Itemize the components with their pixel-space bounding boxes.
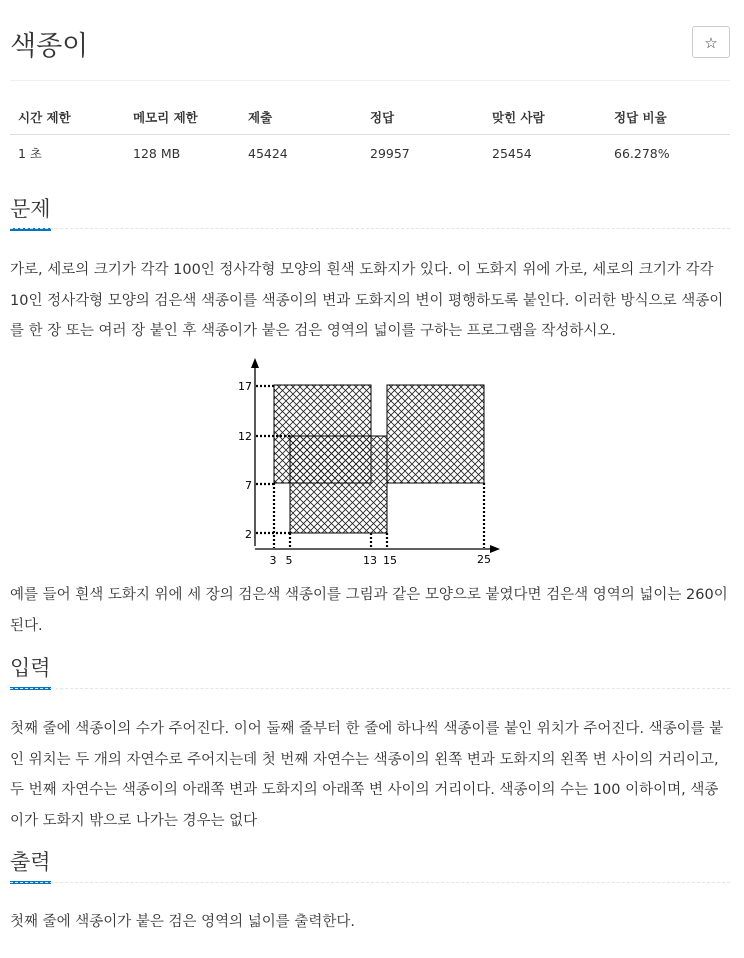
output-heading: 출력 <box>10 846 51 884</box>
x-tick-25: 25 <box>477 553 491 566</box>
y-tick-17: 17 <box>238 380 252 393</box>
submissions-value: 45424 <box>248 145 288 161</box>
header-submissions: 제출 <box>240 100 362 135</box>
title-row <box>10 0 730 81</box>
x-tick-15: 15 <box>383 554 397 567</box>
x-tick-3: 3 <box>269 554 277 567</box>
favorite-button[interactable] <box>692 26 730 58</box>
header-time-limit: 시간 제한 <box>10 100 125 135</box>
y-tick-2: 2 <box>245 528 252 541</box>
y-tick-12: 12 <box>238 430 252 443</box>
section-divider <box>10 882 730 883</box>
solved-users-value: 25454 <box>492 145 532 161</box>
accepted-value: 29957 <box>370 145 410 161</box>
problem-description: 가로, 세로의 크기가 각각 100인 정사각형 모양의 흰색 도화지가 있다. 이 도화지 위에 가로, 세로의 크기가 각각 10인 정사각형 모양의 검은색 색종이를 색종이의 변과 도화지의 변이 평행하도록 붙인다. 이러한 방식으로 색종이를 한 장 또는 여러 장 붙인 후 색종이가 붙은 검은 영역의 넓이를 구하는 프로그램을 작성하시오. <box>10 262 724 339</box>
input-heading: 입력 <box>10 652 51 690</box>
black-paper-2 <box>387 385 484 483</box>
time-limit-value: 1 초 <box>18 146 43 161</box>
header-memory-limit: 메모리 제한 <box>125 100 240 135</box>
table-header-row <box>10 100 730 135</box>
y-tick-7: 7 <box>245 479 252 492</box>
header-accepted: 정답 <box>362 100 484 135</box>
table-row <box>10 135 730 172</box>
output-section-header <box>10 846 730 883</box>
paper-figure <box>230 352 510 572</box>
section-divider <box>10 688 730 689</box>
y-axis-arrow-icon <box>251 358 259 368</box>
black-paper-3 <box>290 436 387 533</box>
memory-limit-value: 128 MB <box>133 145 181 161</box>
problem-example: 예를 들어 흰색 도화지 위에 세 장의 검은색 색종이를 그림과 같은 모양으로 붙였다면 검은색 영역의 넓이는 260이 된다. <box>10 587 728 634</box>
problem-heading: 문제 <box>10 193 51 231</box>
output-description: 첫째 줄에 색종이가 붙은 검은 영역의 넓이를 출력한다. <box>10 914 356 930</box>
problem-info-table <box>10 100 730 171</box>
header-solved-users: 맞힌 사람 <box>484 100 606 135</box>
x-tick-13: 13 <box>363 554 377 567</box>
header-accept-ratio: 정답 비율 <box>606 100 730 135</box>
problem-section-header <box>10 193 730 229</box>
input-description: 첫째 줄에 색종이의 수가 주어진다. 이어 둘째 줄부터 한 줄에 하나씩 색종이를 붙인 위치가 주어진다. 색종이를 붙인 위치는 두 개의 자연수로 주어지는데 첫 번째 자연수는 색종이의 왼쪽 변과 도화지의 왼쪽 변 사이의 거리이고, 두 번째 자연수는 색종이의 아래쪽 변과 도화지의 아래쪽 변 사이의 거리이다. 색종이의 수는 100 이하이며, 색종이가 도화지 밖으로 나가는 경우는 없다 <box>10 721 724 829</box>
paper-diagram <box>230 352 510 572</box>
x-axis-arrow-icon <box>490 545 500 553</box>
section-divider <box>10 228 730 229</box>
input-section-header <box>10 652 730 689</box>
star-icon: ☆ <box>704 34 718 52</box>
accept-ratio-value: 66.278% <box>614 145 670 161</box>
page-title: 색종이 <box>10 31 89 62</box>
x-tick-5: 5 <box>285 554 293 567</box>
